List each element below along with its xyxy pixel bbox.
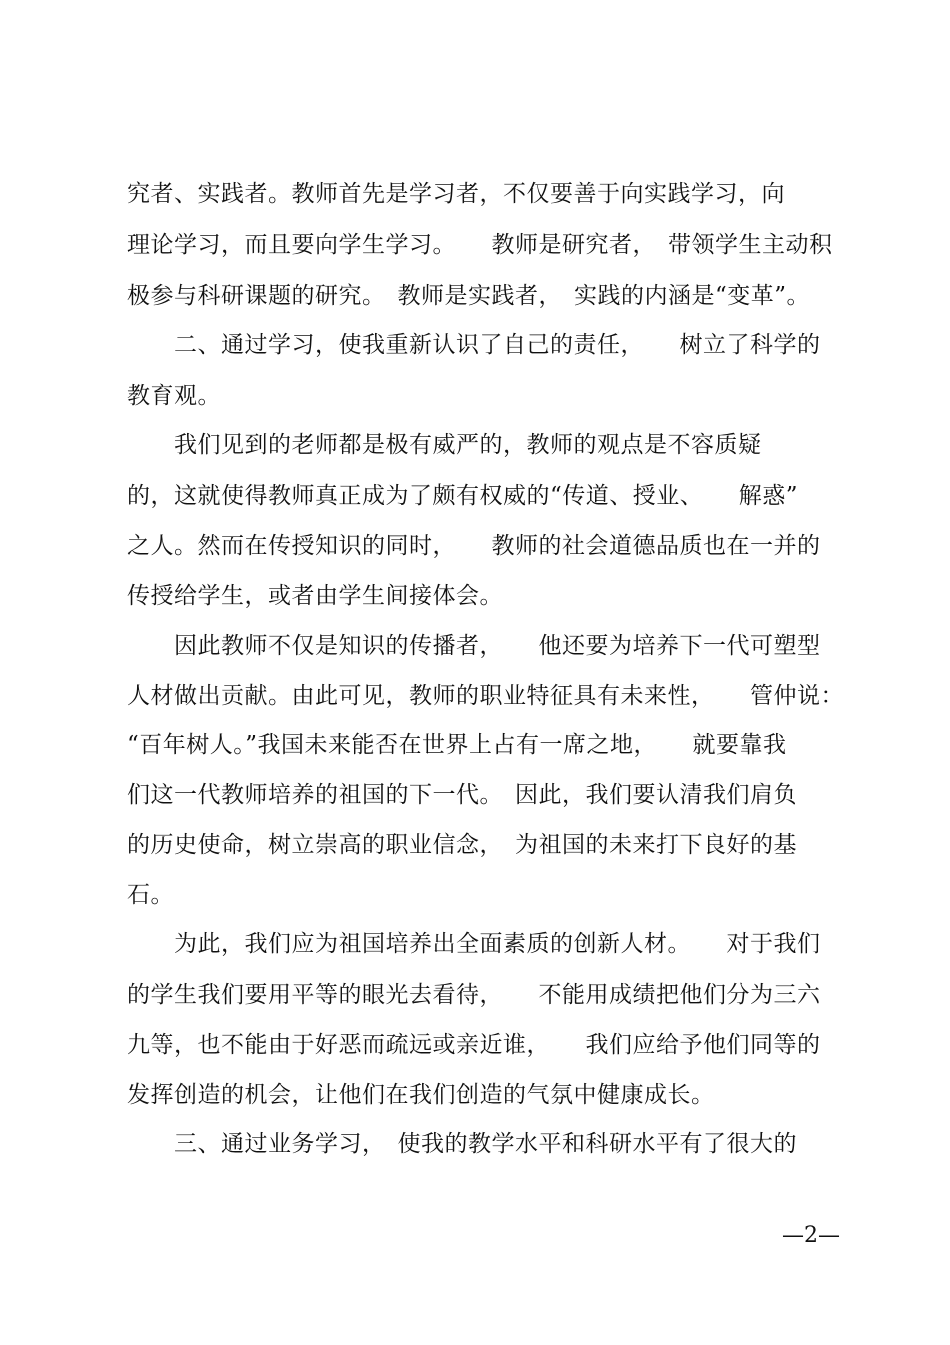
body-text-line: 的学生我们要用平等的眼光去看待， 不能用成绩把他们分为三六 xyxy=(127,982,821,1008)
body-text-line: 的历史使命，树立崇高的职业信念， 为祖国的未来打下良好的基 xyxy=(127,832,797,858)
body-text-line: 九等，也不能由于好恶而疏远或亲近谁， 我们应给予他们同等的 xyxy=(127,1032,821,1058)
body-text-line: 发挥创造的机会，让他们在我们创造的气氛中健康成长。 xyxy=(127,1082,715,1108)
body-text-line: 的，这就使得教师真正成为了颇有权威的“传道、授业、 解惑” xyxy=(127,483,799,509)
page-number: —2— xyxy=(782,1223,840,1248)
body-text-line: 我们见到的老师都是极有威严的，教师的观点是不容质疑 xyxy=(127,432,762,458)
body-text-line: “百年树人。”我国未来能否在世界上占有一席之地， 就要靠我 xyxy=(127,732,787,758)
body-text-line: 人材做出贡献。由此可见，教师的职业特征具有未来性， 管仲说： xyxy=(127,683,844,709)
body-text-line: 石。 xyxy=(127,882,174,908)
body-text-line: 传授给学生，或者由学生间接体会。 xyxy=(127,583,503,609)
section-heading-line: 教育观。 xyxy=(127,383,221,409)
body-text-line: 为此，我们应为祖国培养出全面素质的创新人材。 对于我们 xyxy=(127,931,821,957)
section-heading-line: 三、通过业务学习， 使我的教学水平和科研水平有了很大的 xyxy=(127,1131,797,1157)
body-text-line: 们这一代教师培养的祖国的下一代。 因此，我们要认清我们肩负 xyxy=(127,782,797,808)
body-text-line: 之人。然而在传授知识的同时， 教师的社会道德品质也在一并的 xyxy=(127,533,821,559)
body-text-line: 极参与科研课题的研究。 教师是实践者， 实践的内涵是“变革”。 xyxy=(127,283,811,309)
section-heading-line: 二、通过学习，使我重新认识了自己的责任， 树立了科学的 xyxy=(127,332,821,358)
body-text-line: 究者、实践者。教师首先是学习者，不仅要善于向实践学习，向 xyxy=(127,181,785,207)
body-text-line: 理论学习，而且要向学生学习。 教师是研究者， 带领学生主动积 xyxy=(127,232,833,258)
body-text-line: 因此教师不仅是知识的传播者， 他还要为培养下一代可塑型 xyxy=(127,633,821,659)
